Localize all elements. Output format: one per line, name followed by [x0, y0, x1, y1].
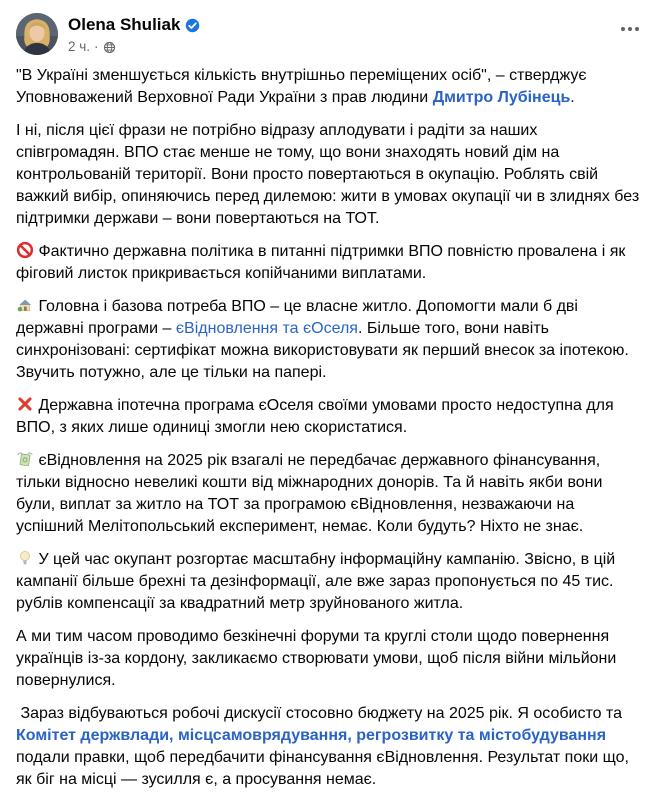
text-run: І ні, після цієї фрази не потрібно відразу аплодувати і радіти за наших співгромадян. ВПО стає менше не тому, що вони знаходять новий дім на контрольованій території. Вони просто повертаються в окупацію. Роблять свій важкий вибір, опиняючись перед дилемою: жити в умовах окупації чи в злиднях без підтримки держави – вони повертаються на ТОТ.: [16, 122, 644, 227]
avatar[interactable]: [16, 13, 58, 55]
prohibited-icon: [16, 241, 34, 263]
more-dot: [621, 27, 625, 31]
text-run: єВідновлення на 2025 рік взагалі не передбачає державного фінансування, тільки відносно невеликі кошти від міжнародних донорів. Та й навіть якби вони були, виплат за житло на ТОТ за програмою єВідновлення, незважаючи на успішний Мелітопольський експеримент, немає. Коли будуть? Ніхто не знає.: [16, 452, 607, 535]
more-options-button[interactable]: [617, 17, 643, 41]
house-icon: [16, 296, 34, 318]
verified-badge-icon: [185, 18, 200, 33]
post-body: [0, 61, 659, 791]
post-meta: [68, 38, 617, 55]
inline-link[interactable]: Дмитро Лубінець: [432, 89, 571, 106]
more-dot: [635, 27, 639, 31]
inline-link[interactable]: єВідновлення та єОселя: [175, 320, 358, 337]
text-run: Державна іпотечна програма єОселя своїми умовами просто недоступна для ВПО, з яких лише одиниці змогли нею скористатися.: [16, 397, 619, 436]
text-run: У цей час окупант розгортає масштабну інформаційну кампанію. Звісно, в цій кампанії більше брехні та дезінформації, але вже зараз пропонується по 45 тис. рублів компенсації за квадратний метр зруйнованого житла.: [16, 551, 620, 612]
globe-icon: [103, 41, 116, 54]
avatar-image: [16, 13, 58, 55]
post-paragraph: [16, 703, 643, 791]
name-row: [68, 14, 617, 36]
meta-separator: ·: [94, 39, 99, 54]
cross-mark-icon: [16, 395, 34, 417]
text-run: .: [570, 89, 575, 106]
post-paragraph: [16, 296, 643, 384]
text-run: Головна і базова потреба ВПО – це власне житло. Допомогти мали б дві державні програми –: [16, 298, 583, 337]
header-text: [68, 13, 617, 55]
text-run: "В Україні зменшується кількість внутрішньо переміщених осіб", – стверджує Уповноважений Верховної Ради України з прав людини: [16, 67, 591, 106]
inline-link[interactable]: Комітет держвлади, місцсамоврядування, регрозвитку та містобудування: [16, 727, 607, 744]
text-run: . Більше того, вони навіть синхронізовані: сертифікат можна використовувати як перший внесок за іпотекою. Звучить потужно, але це тільки на папері.: [16, 320, 634, 381]
more-dot: [628, 27, 632, 31]
post-header: [0, 0, 659, 61]
post-paragraph: [16, 395, 643, 439]
timestamp[interactable]: 2 ч.: [68, 39, 91, 54]
text-run: Фактично державна політика в питанні підтримки ВПО повністю провалена і як фіговий листок прикривається копійчаними виплатами.: [16, 243, 630, 282]
post-paragraph: [16, 549, 643, 615]
text-run: Зараз відбуваються робочі дискусії стосовно бюджету на 2025 рік. Я особисто та: [16, 705, 627, 722]
light-bulb-icon: [16, 549, 34, 571]
text-run: подали правки, щоб передбачити фінансування єВідновлення. Результат поки що, як біг на місці — зусилля є, а просування немає.: [16, 727, 634, 788]
post-paragraph: [16, 626, 643, 692]
post-paragraph: [16, 120, 643, 230]
author-name[interactable]: Olena Shuliak: [68, 15, 181, 34]
post-paragraph: [16, 65, 643, 109]
money-with-wings-icon: [16, 450, 34, 472]
post-paragraph: [16, 450, 643, 538]
post-paragraph: [16, 241, 643, 285]
text-run: А ми тим часом проводимо безкінечні форуми та круглі столи щодо повернення українців із-за кордону, закликаємо створювати умови, щоб після війни мільйони повернулися.: [16, 628, 621, 689]
